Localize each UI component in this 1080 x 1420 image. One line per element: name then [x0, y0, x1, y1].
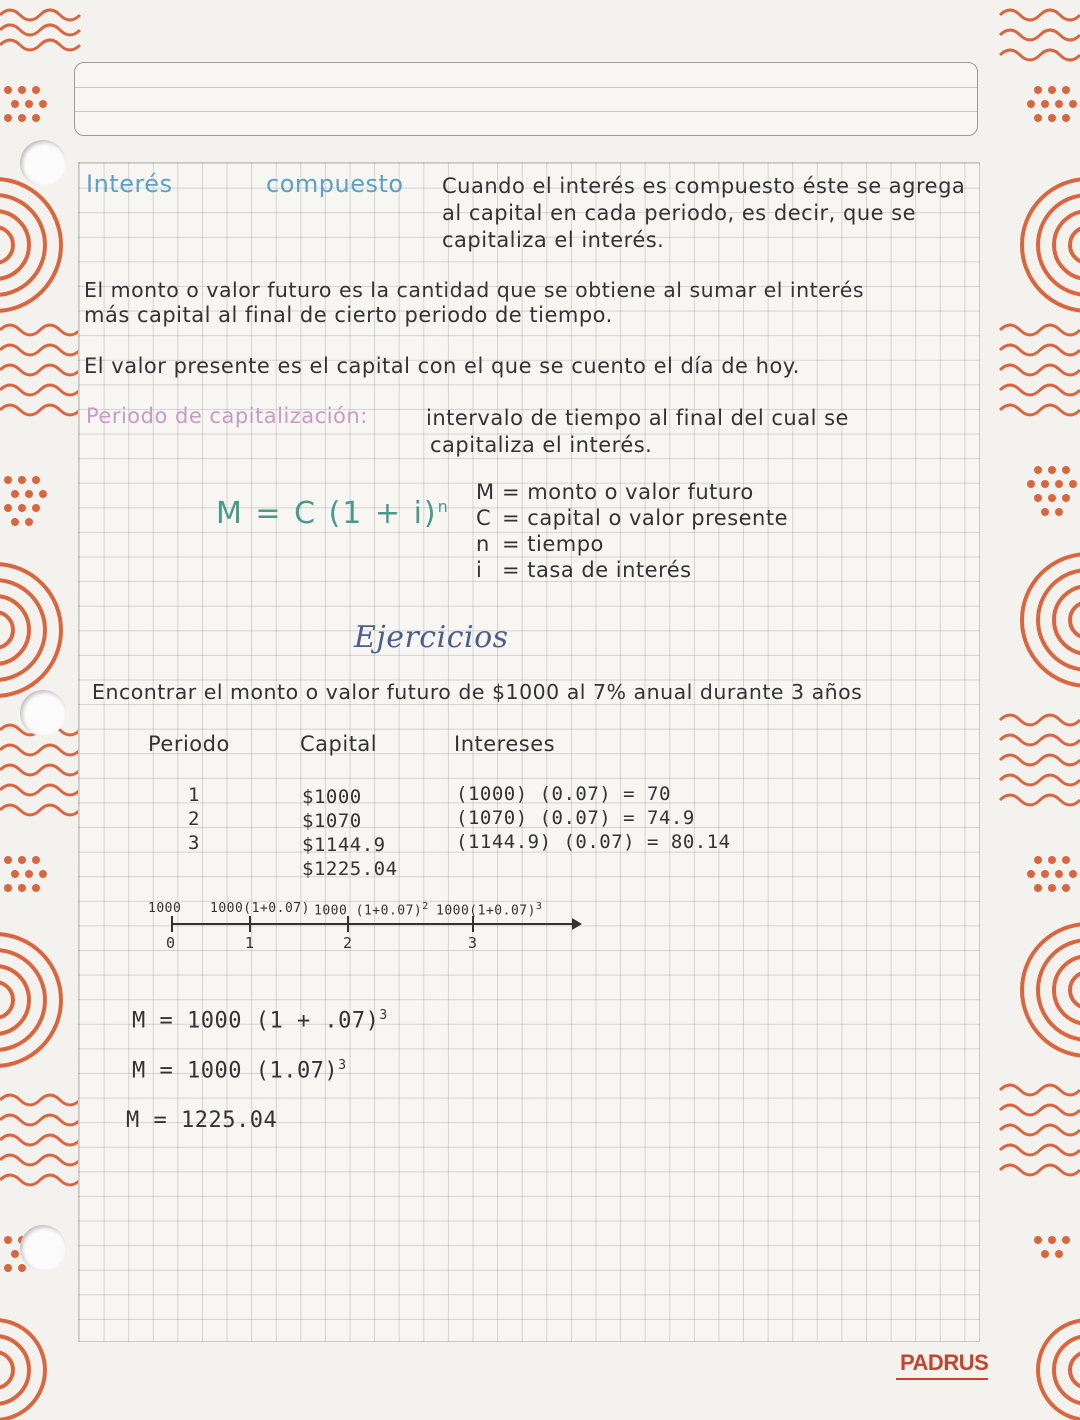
interest-cell: (1144.9) (0.07) = 80.14: [456, 831, 731, 853]
valor-presente: El valor presente es el capital con el que se cuento el día de hoy.: [84, 354, 800, 378]
legend-text: = tasa de interés: [502, 558, 692, 582]
legend-item: [476, 558, 692, 582]
capital-cell: $1144.9: [302, 834, 386, 856]
table-header-periodo: Periodo: [148, 732, 230, 756]
timeline-top-label: $1000(1+0.07)^3$: [436, 901, 543, 919]
definition-line-2: al capital en cada periodo, es decir, que se: [442, 201, 917, 225]
solution-result: M = 1225.04: [126, 1108, 278, 1133]
timeline-tick-label: 1: [245, 934, 255, 952]
capital-cell: $1070: [302, 810, 362, 832]
legend-text: = monto o valor futuro: [502, 480, 754, 504]
legend-symbol: M: [476, 480, 495, 504]
solution-line: M = 1000 $(1.07)^3$: [132, 1058, 347, 1084]
timeline-tick-label: 0: [166, 934, 176, 952]
legend-text: = tiempo: [502, 532, 604, 556]
periodo-def-line-1: intervalo de tiempo al final del cual se: [426, 406, 849, 430]
period-cell: 2: [188, 808, 200, 830]
binder-hole-middle: [20, 690, 66, 736]
period-cell: 1: [188, 784, 200, 806]
legend-item: [476, 506, 788, 530]
brand-underline: [896, 1378, 988, 1380]
timeline-top-label: 1000(1+0.07): [210, 901, 310, 916]
exercises-heading: Ejercicios: [354, 620, 509, 655]
title-interes: Interés: [86, 170, 173, 198]
legend-item: [476, 480, 754, 504]
formula-text: M = C (1 + i): [216, 496, 438, 531]
legend-text: = capital o valor presente: [502, 506, 789, 530]
title-compuesto: compuesto: [266, 170, 404, 198]
periodo-def-line-2: capitaliza el interés.: [430, 433, 653, 457]
formula-exponent: n: [437, 497, 450, 516]
interest-cell: (1000) (0.07) = 70: [456, 783, 671, 805]
legend-symbol: C: [476, 506, 492, 530]
capital-cell: $1000: [302, 786, 362, 808]
monto-line-1: El monto o valor futuro es la cantidad que se obtiene al sumar el interés: [84, 278, 865, 302]
capital-cell: $1225.04: [302, 858, 398, 880]
exercise-problem: Encontrar el monto o valor futuro de $1000 al 7% anual durante 3 años: [92, 680, 863, 704]
legend-symbol: i: [476, 558, 483, 582]
binder-hole-top: [20, 140, 66, 186]
interest-cell: (1070) (0.07) = 74.9: [456, 807, 695, 829]
monto-line-2: más capital al final de cierto periodo de tiempo.: [84, 303, 613, 327]
table-header-capital: Capital: [300, 732, 378, 756]
definition-line-1: Cuando el interés es compuesto éste se agrega: [442, 174, 966, 198]
legend-item: [476, 532, 604, 556]
legend-symbol: n: [476, 532, 490, 556]
timeline-tick-label: 3: [468, 934, 478, 952]
definition-line-3: capitaliza el interés.: [442, 228, 665, 252]
table-header-intereses: Intereses: [454, 732, 556, 756]
period-cell: 3: [188, 832, 200, 854]
compound-formula: [216, 496, 450, 531]
timeline-tick-label: 2: [343, 934, 353, 952]
right-decorative-margin: [998, 0, 1080, 1420]
timeline-top-label: 1000: [148, 901, 182, 916]
binder-hole-bottom: [20, 1225, 66, 1271]
header-box: [74, 62, 978, 136]
solution-line: M = 1000 $(1 + .07)^3$: [132, 1008, 388, 1034]
periodo-label: Periodo de capitalización:: [86, 404, 368, 428]
timeline-top-label: 1000 $(1+0.07)^2$: [314, 901, 429, 919]
padrus-brand-logo: PADRUS: [900, 1350, 989, 1375]
